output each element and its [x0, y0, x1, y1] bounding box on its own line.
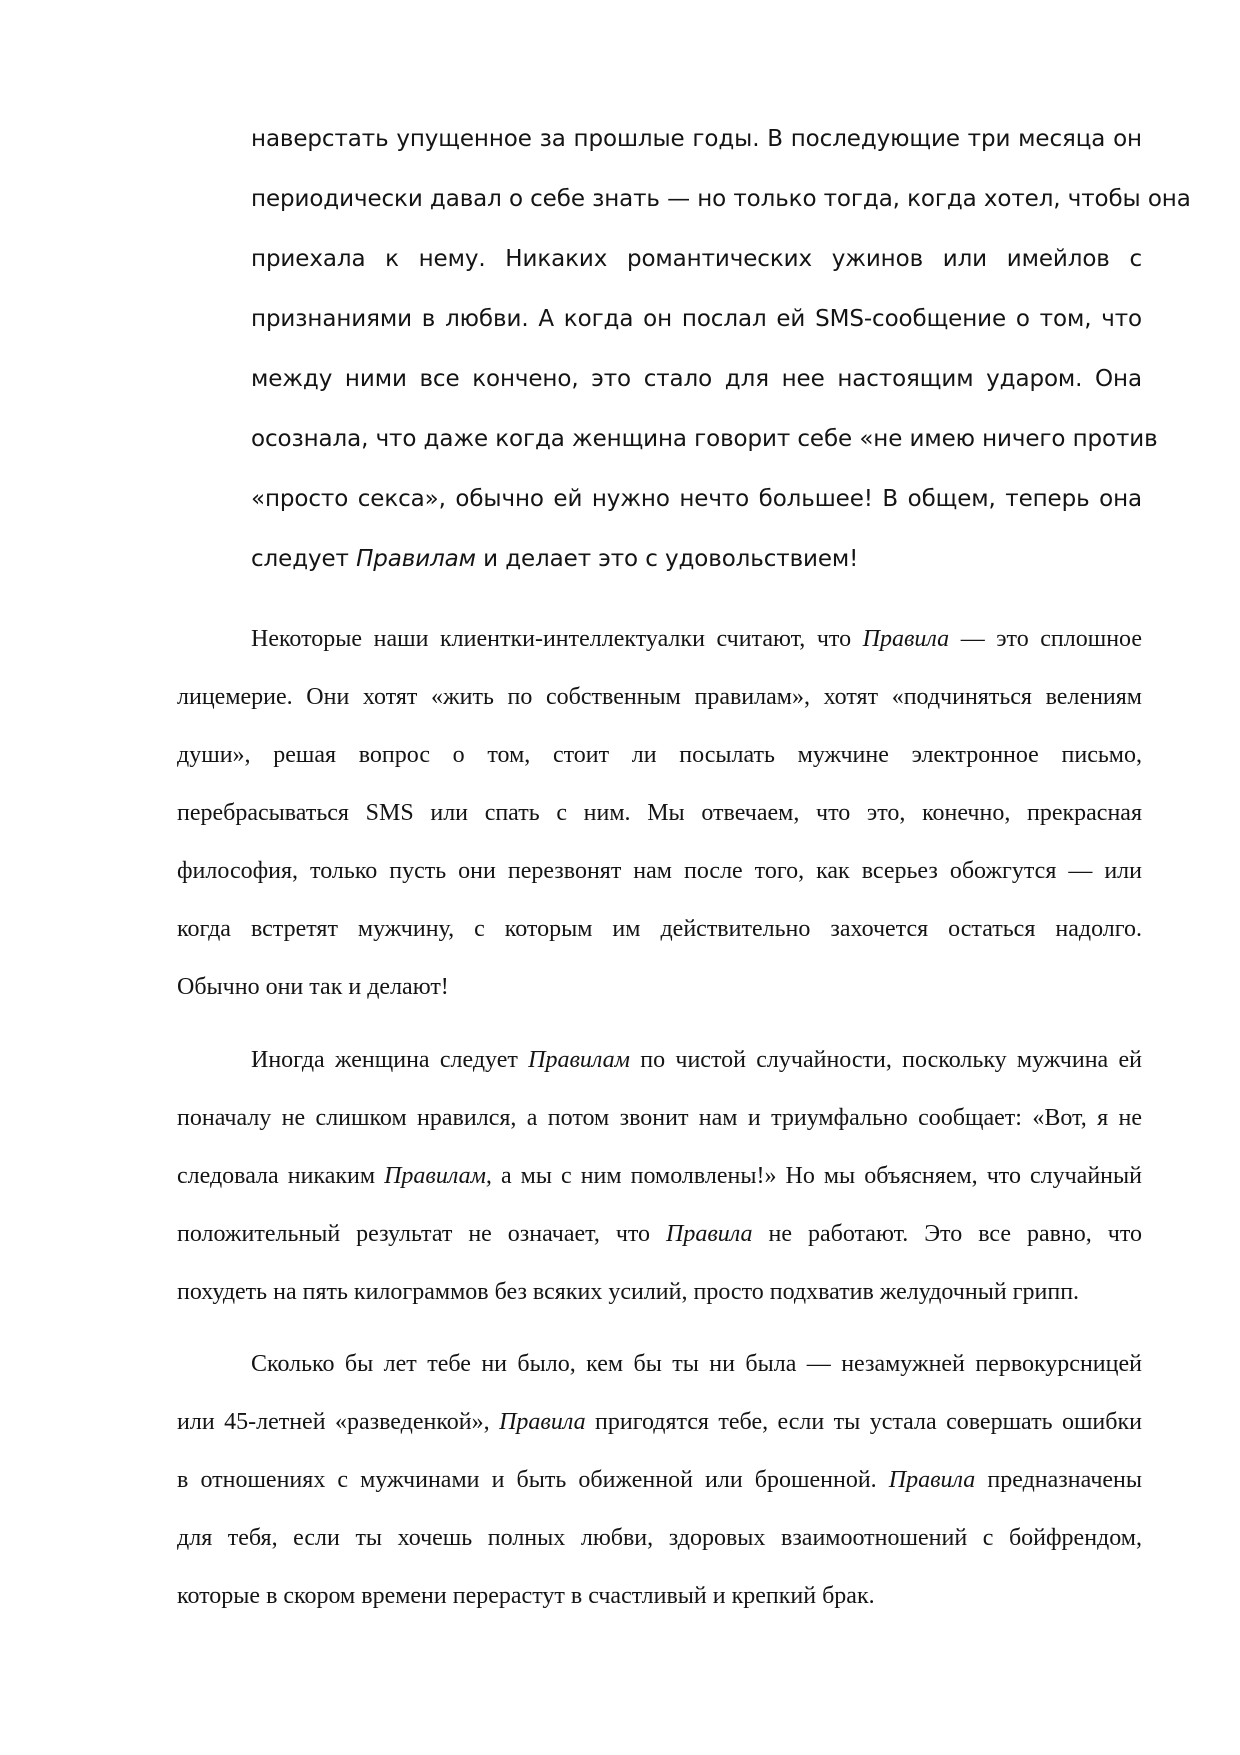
italic-term: Правилам: [528, 1047, 630, 1073]
text-run: в отношениях с мужчинами и быть обиженной или брошенной.: [177, 1467, 889, 1493]
text-line: лицемерие. Они хотят «жить по собственным правилам», хотят «подчиняться велениям: [177, 684, 1142, 710]
text-line: [177, 1451, 1142, 1509]
text-line: «просто секса», обычно ей нужно нечто большее! В общем, теперь она: [251, 486, 1142, 512]
text-line: поначалу не слишком нравился, а потом звонит нам и триумфально сообщает: «Вот, я не: [177, 1105, 1142, 1131]
quoted-story-paragraph: [251, 109, 1191, 589]
text-run: не работают. Это все равно, что: [752, 1221, 1142, 1247]
text-line: души», решая вопрос о том, стоит ли посылать мужчине электронное письмо,: [177, 742, 1142, 768]
text-run: пригодятся тебе, если ты устала совершать ошибки: [585, 1409, 1142, 1435]
text-line: Сколько бы лет тебе ни было, кем бы ты ни была — незамужней первокурсницей: [251, 1351, 1142, 1377]
text-line: перебрасываться SMS или спать с ним. Мы отвечаем, что это, конечно, прекрасная: [177, 800, 1142, 826]
text-line: осознала, что даже когда женщина говорит себе «не имею ничего против: [251, 426, 1158, 452]
text-line: для тебя, если ты хочешь полных любви, здоровых взаимоотношений с бойфрендом,: [177, 1525, 1142, 1551]
italic-term: Правила: [888, 1467, 976, 1493]
text-run: и делает это с удовольствием!: [475, 546, 859, 572]
text-line: [177, 1147, 1142, 1205]
text-run: предназначены: [975, 1467, 1143, 1493]
text-run: Иногда женщина следует: [251, 1047, 529, 1073]
paragraph-accidental-rules: [177, 1031, 1142, 1321]
text-line: Обычно они так и делают!: [177, 974, 449, 1000]
text-line: когда встретят мужчину, с которым им действительно захочется остаться надолго.: [177, 916, 1142, 942]
text-line: периодически давал о себе знать — но только тогда, когда хотел, чтобы она: [251, 186, 1191, 212]
text-line: [177, 1031, 1142, 1089]
text-line: [177, 610, 1142, 668]
text-run: или 45-летней «разведенкой»,: [177, 1409, 500, 1435]
text-line: между ними все кончено, это стало для нее настоящим ударом. Она: [251, 366, 1142, 392]
paragraph-any-age: [177, 1335, 1142, 1625]
text-line: философия, только пусть они перезвонят нам после того, как всерьез обожгутся — или: [177, 858, 1142, 884]
paragraph-intellectuals: [177, 610, 1142, 1016]
text-line: которые в скором времени перерастут в счастливый и крепкий брак.: [177, 1583, 875, 1609]
text-line: [177, 1205, 1142, 1263]
text-line: похудеть на пять килограммов без всяких усилий, просто подхватив желудочный грипп.: [177, 1279, 1080, 1305]
text-line: [251, 529, 1142, 589]
italic-term: Правила: [862, 626, 950, 652]
text-run: следует: [251, 546, 357, 572]
italic-term: Правила: [499, 1409, 586, 1435]
italic-term: Правила: [666, 1221, 753, 1247]
text-run: по чистой случайности, поскольку мужчина ей: [629, 1047, 1142, 1073]
text-run: положительный результат не означает, что: [177, 1221, 667, 1247]
text-line: признаниями в любви. А когда он послал ей SMS-сообщение о том, что: [251, 306, 1142, 332]
text-run: а мы с ним помолвлены!» Но мы объясняем, что случайный: [491, 1163, 1142, 1189]
text-run: следовала никаким: [177, 1163, 385, 1189]
italic-term: Правилам,: [384, 1163, 492, 1189]
text-line: наверстать упущенное за прошлые годы. В последующие три месяца он: [251, 126, 1142, 152]
text-run: Некоторые наши клиентки-интеллектуалки считают, что: [251, 626, 863, 652]
italic-term: Правилам: [356, 546, 476, 572]
text-run: — это сплошное: [949, 626, 1143, 652]
text-line: приехала к нему. Никаких романтических ужинов или имейлов с: [251, 246, 1142, 272]
text-line: [177, 1393, 1142, 1451]
